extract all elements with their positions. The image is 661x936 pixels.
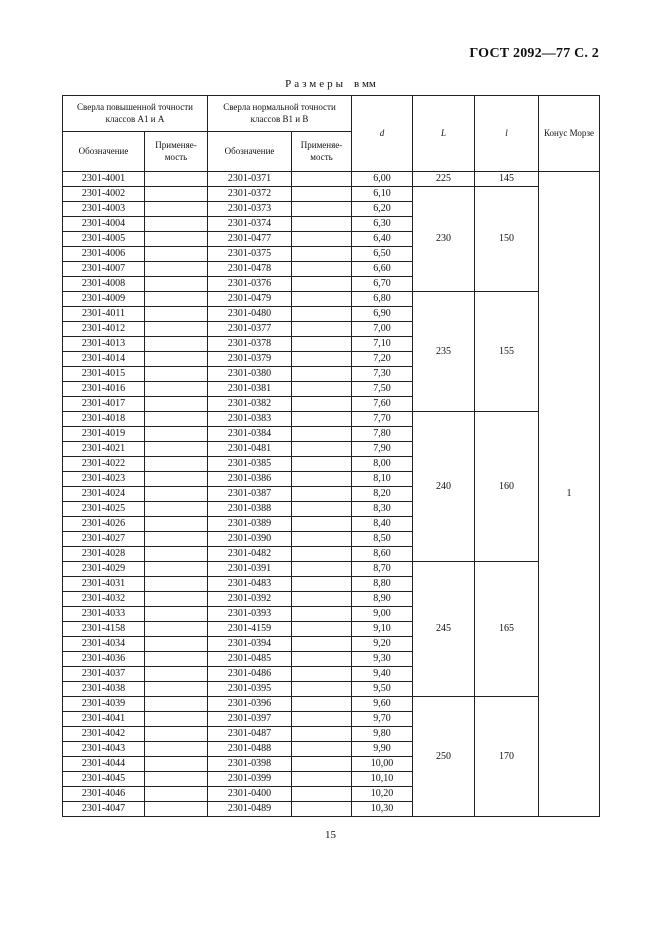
applicability-a-cell	[145, 277, 208, 292]
applicability-b-cell	[292, 712, 352, 727]
applicability-b-cell	[292, 802, 352, 817]
applicability-b-cell	[292, 637, 352, 652]
applicability-a-cell	[145, 322, 208, 337]
designation-b-cell: 2301-0373	[208, 202, 292, 217]
designation-b-cell: 2301-0383	[208, 412, 292, 427]
designation-b-cell: 2301-0485	[208, 652, 292, 667]
applicability-a-cell	[145, 187, 208, 202]
applicability-b-cell	[292, 397, 352, 412]
applicability-b-cell	[292, 607, 352, 622]
applicability-b-cell	[292, 577, 352, 592]
designation-a-cell: 2301-4008	[63, 277, 145, 292]
length-l-cell: 150	[475, 187, 539, 292]
designation-b-cell: 2301-0384	[208, 427, 292, 442]
d-cell: 8,80	[352, 577, 413, 592]
d-cell: 10,30	[352, 802, 413, 817]
header-designation-1: Обозначение	[63, 132, 145, 172]
header-group-high-precision: Сверла повышенной точности классов А1 и А	[63, 96, 208, 132]
d-cell: 8,00	[352, 457, 413, 472]
d-cell: 8,10	[352, 472, 413, 487]
designation-b-cell: 2301-0374	[208, 217, 292, 232]
length-l-cell: 170	[475, 697, 539, 817]
d-cell: 10,00	[352, 757, 413, 772]
applicability-a-cell	[145, 457, 208, 472]
d-cell: 7,80	[352, 427, 413, 442]
applicability-b-cell	[292, 442, 352, 457]
designation-a-cell: 2301-4024	[63, 487, 145, 502]
designation-a-cell: 2301-4028	[63, 547, 145, 562]
designation-a-cell: 2301-4007	[63, 262, 145, 277]
designation-b-cell: 2301-0399	[208, 772, 292, 787]
table-row	[63, 292, 600, 307]
d-cell: 7,50	[352, 382, 413, 397]
designation-b-cell: 2301-0381	[208, 382, 292, 397]
applicability-a-cell	[145, 367, 208, 382]
length-L-cell: 250	[413, 697, 475, 817]
table-row	[63, 412, 600, 427]
applicability-a-cell	[145, 262, 208, 277]
d-cell: 7,00	[352, 322, 413, 337]
designation-b-cell: 2301-0376	[208, 277, 292, 292]
header-designation-2: Обозначение	[208, 132, 292, 172]
applicability-a-cell	[145, 727, 208, 742]
d-cell: 9,60	[352, 697, 413, 712]
designation-b-cell: 2301-0398	[208, 757, 292, 772]
designation-a-cell: 2301-4032	[63, 592, 145, 607]
designation-a-cell: 2301-4042	[63, 727, 145, 742]
header-d: d	[352, 96, 413, 172]
designation-b-cell: 2301-0395	[208, 682, 292, 697]
designation-a-cell: 2301-4029	[63, 562, 145, 577]
applicability-b-cell	[292, 187, 352, 202]
applicability-b-cell	[292, 307, 352, 322]
header-l: l	[475, 96, 539, 172]
designation-b-cell: 2301-0482	[208, 547, 292, 562]
designation-a-cell: 2301-4038	[63, 682, 145, 697]
designation-b-cell: 2301-0389	[208, 517, 292, 532]
applicability-b-cell	[292, 202, 352, 217]
header-L: L	[413, 96, 475, 172]
d-cell: 6,70	[352, 277, 413, 292]
designation-b-cell: 2301-0481	[208, 442, 292, 457]
applicability-b-cell	[292, 682, 352, 697]
d-cell: 6,40	[352, 232, 413, 247]
designation-b-cell: 2301-0478	[208, 262, 292, 277]
d-cell: 10,10	[352, 772, 413, 787]
table-row	[63, 697, 600, 712]
applicability-a-cell	[145, 697, 208, 712]
designation-b-cell: 2301-0487	[208, 727, 292, 742]
designation-b-cell: 2301-0379	[208, 352, 292, 367]
d-cell: 7,10	[352, 337, 413, 352]
applicability-b-cell	[292, 742, 352, 757]
d-cell: 7,90	[352, 442, 413, 457]
applicability-b-cell	[292, 367, 352, 382]
applicability-b-cell	[292, 487, 352, 502]
d-cell: 9,40	[352, 667, 413, 682]
designation-b-cell: 2301-0486	[208, 667, 292, 682]
applicability-a-cell	[145, 427, 208, 442]
header-applicability-1: Применяе- мость	[145, 132, 208, 172]
applicability-b-cell	[292, 652, 352, 667]
caption-label: Размеры	[285, 78, 347, 90]
d-cell: 9,20	[352, 637, 413, 652]
d-cell: 6,30	[352, 217, 413, 232]
designation-b-cell: 2301-0391	[208, 562, 292, 577]
applicability-b-cell	[292, 172, 352, 187]
designation-a-cell: 2301-4014	[63, 352, 145, 367]
designation-a-cell: 2301-4036	[63, 652, 145, 667]
length-l-cell: 145	[475, 172, 539, 187]
d-cell: 8,20	[352, 487, 413, 502]
designation-b-cell: 2301-0488	[208, 742, 292, 757]
designation-b-cell: 2301-0386	[208, 472, 292, 487]
applicability-a-cell	[145, 217, 208, 232]
d-cell: 6,50	[352, 247, 413, 262]
designation-b-cell: 2301-0489	[208, 802, 292, 817]
d-cell: 6,90	[352, 307, 413, 322]
length-L-cell: 240	[413, 412, 475, 562]
d-cell: 7,60	[352, 397, 413, 412]
designation-b-cell: 2301-0375	[208, 247, 292, 262]
designation-a-cell: 2301-4019	[63, 427, 145, 442]
applicability-a-cell	[145, 292, 208, 307]
applicability-b-cell	[292, 472, 352, 487]
designation-a-cell: 2301-4037	[63, 667, 145, 682]
applicability-b-cell	[292, 457, 352, 472]
designation-a-cell: 2301-4004	[63, 217, 145, 232]
designation-b-cell: 2301-0390	[208, 532, 292, 547]
applicability-a-cell	[145, 772, 208, 787]
d-cell: 6,10	[352, 187, 413, 202]
applicability-a-cell	[145, 757, 208, 772]
designation-a-cell: 2301-4013	[63, 337, 145, 352]
applicability-a-cell	[145, 442, 208, 457]
designation-b-cell: 2301-0396	[208, 697, 292, 712]
applicability-a-cell	[145, 517, 208, 532]
applicability-a-cell	[145, 742, 208, 757]
applicability-a-cell	[145, 397, 208, 412]
designation-a-cell: 2301-4039	[63, 697, 145, 712]
applicability-a-cell	[145, 502, 208, 517]
designation-a-cell: 2301-4026	[63, 517, 145, 532]
applicability-b-cell	[292, 292, 352, 307]
designation-a-cell: 2301-4046	[63, 787, 145, 802]
d-cell: 9,30	[352, 652, 413, 667]
table-row	[63, 562, 600, 577]
applicability-b-cell	[292, 412, 352, 427]
d-cell: 9,90	[352, 742, 413, 757]
page-number: 15	[325, 829, 336, 841]
length-l-cell: 155	[475, 292, 539, 412]
table-caption	[0, 78, 661, 90]
designation-b-cell: 2301-0483	[208, 577, 292, 592]
applicability-a-cell	[145, 202, 208, 217]
designation-b-cell: 2301-0387	[208, 487, 292, 502]
designation-b-cell: 2301-0479	[208, 292, 292, 307]
designation-b-cell: 2301-0382	[208, 397, 292, 412]
d-cell: 8,60	[352, 547, 413, 562]
designation-b-cell: 2301-0388	[208, 502, 292, 517]
applicability-a-cell	[145, 577, 208, 592]
length-L-cell: 235	[413, 292, 475, 412]
designation-a-cell: 2301-4001	[63, 172, 145, 187]
caption-unit: в мм	[354, 78, 376, 90]
designation-a-cell: 2301-4009	[63, 292, 145, 307]
header-applicability-2: Применяе- мость	[292, 132, 352, 172]
document-code: ГОСТ 2092—77 С. 2	[469, 46, 599, 61]
designation-a-cell: 2301-4033	[63, 607, 145, 622]
table-row	[63, 172, 600, 187]
d-cell: 7,70	[352, 412, 413, 427]
applicability-b-cell	[292, 697, 352, 712]
applicability-b-cell	[292, 232, 352, 247]
applicability-a-cell	[145, 622, 208, 637]
designation-a-cell: 2301-4021	[63, 442, 145, 457]
length-l-cell: 160	[475, 412, 539, 562]
designation-b-cell: 2301-0378	[208, 337, 292, 352]
applicability-b-cell	[292, 262, 352, 277]
d-cell: 6,20	[352, 202, 413, 217]
applicability-a-cell	[145, 592, 208, 607]
designation-b-cell: 2301-4159	[208, 622, 292, 637]
designation-b-cell: 2301-0397	[208, 712, 292, 727]
applicability-b-cell	[292, 352, 352, 367]
drill-dimensions-table	[62, 95, 600, 817]
header-morse-taper: Конус Морзе	[539, 96, 600, 172]
applicability-a-cell	[145, 562, 208, 577]
applicability-b-cell	[292, 502, 352, 517]
applicability-a-cell	[145, 172, 208, 187]
designation-a-cell: 2301-4047	[63, 802, 145, 817]
applicability-b-cell	[292, 517, 352, 532]
designation-a-cell: 2301-4006	[63, 247, 145, 262]
designation-a-cell: 2301-4031	[63, 577, 145, 592]
d-cell: 6,60	[352, 262, 413, 277]
d-cell: 8,50	[352, 532, 413, 547]
designation-a-cell: 2301-4022	[63, 457, 145, 472]
designation-a-cell: 2301-4005	[63, 232, 145, 247]
designation-b-cell: 2301-0394	[208, 637, 292, 652]
d-cell: 8,30	[352, 502, 413, 517]
designation-a-cell: 2301-4041	[63, 712, 145, 727]
applicability-a-cell	[145, 712, 208, 727]
applicability-a-cell	[145, 352, 208, 367]
applicability-a-cell	[145, 472, 208, 487]
designation-a-cell: 2301-4012	[63, 322, 145, 337]
applicability-b-cell	[292, 727, 352, 742]
applicability-b-cell	[292, 217, 352, 232]
applicability-a-cell	[145, 682, 208, 697]
applicability-a-cell	[145, 802, 208, 817]
applicability-a-cell	[145, 637, 208, 652]
d-cell: 10,20	[352, 787, 413, 802]
d-cell: 9,80	[352, 727, 413, 742]
designation-a-cell: 2301-4034	[63, 637, 145, 652]
designation-b-cell: 2301-0372	[208, 187, 292, 202]
length-l-cell: 165	[475, 562, 539, 697]
applicability-b-cell	[292, 277, 352, 292]
designation-b-cell: 2301-0380	[208, 367, 292, 382]
applicability-a-cell	[145, 412, 208, 427]
applicability-b-cell	[292, 757, 352, 772]
designation-b-cell: 2301-0393	[208, 607, 292, 622]
d-cell: 8,40	[352, 517, 413, 532]
designation-a-cell: 2301-4158	[63, 622, 145, 637]
d-cell: 6,80	[352, 292, 413, 307]
d-cell: 9,70	[352, 712, 413, 727]
designation-a-cell: 2301-4002	[63, 187, 145, 202]
d-cell: 6,00	[352, 172, 413, 187]
length-L-cell: 230	[413, 187, 475, 292]
applicability-a-cell	[145, 532, 208, 547]
designation-a-cell: 2301-4011	[63, 307, 145, 322]
designation-b-cell: 2301-0371	[208, 172, 292, 187]
applicability-b-cell	[292, 382, 352, 397]
morse-taper-cell: 1	[539, 172, 600, 817]
designation-a-cell: 2301-4016	[63, 382, 145, 397]
designation-a-cell: 2301-4044	[63, 757, 145, 772]
applicability-a-cell	[145, 307, 208, 322]
designation-a-cell: 2301-4003	[63, 202, 145, 217]
applicability-b-cell	[292, 547, 352, 562]
applicability-a-cell	[145, 232, 208, 247]
applicability-b-cell	[292, 787, 352, 802]
applicability-b-cell	[292, 247, 352, 262]
applicability-a-cell	[145, 382, 208, 397]
applicability-a-cell	[145, 247, 208, 262]
applicability-a-cell	[145, 487, 208, 502]
table-body	[63, 172, 600, 817]
designation-a-cell: 2301-4017	[63, 397, 145, 412]
applicability-b-cell	[292, 562, 352, 577]
length-L-cell: 225	[413, 172, 475, 187]
designation-a-cell: 2301-4018	[63, 412, 145, 427]
d-cell: 8,90	[352, 592, 413, 607]
designation-b-cell: 2301-0480	[208, 307, 292, 322]
designation-a-cell: 2301-4027	[63, 532, 145, 547]
applicability-a-cell	[145, 547, 208, 562]
applicability-b-cell	[292, 532, 352, 547]
d-cell: 9,10	[352, 622, 413, 637]
applicability-a-cell	[145, 607, 208, 622]
applicability-b-cell	[292, 772, 352, 787]
applicability-a-cell	[145, 787, 208, 802]
designation-b-cell: 2301-0477	[208, 232, 292, 247]
designation-b-cell: 2301-0385	[208, 457, 292, 472]
d-cell: 9,50	[352, 682, 413, 697]
table-row	[63, 187, 600, 202]
designation-a-cell: 2301-4025	[63, 502, 145, 517]
designation-a-cell: 2301-4015	[63, 367, 145, 382]
header-group-normal-precision: Сверла нормальной точности классов В1 и В	[208, 96, 352, 132]
applicability-b-cell	[292, 592, 352, 607]
length-L-cell: 245	[413, 562, 475, 697]
designation-a-cell: 2301-4045	[63, 772, 145, 787]
applicability-b-cell	[292, 322, 352, 337]
d-cell: 9,00	[352, 607, 413, 622]
designation-b-cell: 2301-0400	[208, 787, 292, 802]
d-cell: 7,30	[352, 367, 413, 382]
designation-a-cell: 2301-4023	[63, 472, 145, 487]
applicability-a-cell	[145, 667, 208, 682]
designation-a-cell: 2301-4043	[63, 742, 145, 757]
applicability-b-cell	[292, 622, 352, 637]
designation-b-cell: 2301-0392	[208, 592, 292, 607]
d-cell: 7,20	[352, 352, 413, 367]
applicability-a-cell	[145, 652, 208, 667]
applicability-b-cell	[292, 667, 352, 682]
applicability-b-cell	[292, 427, 352, 442]
designation-b-cell: 2301-0377	[208, 322, 292, 337]
d-cell: 8,70	[352, 562, 413, 577]
applicability-b-cell	[292, 337, 352, 352]
applicability-a-cell	[145, 337, 208, 352]
